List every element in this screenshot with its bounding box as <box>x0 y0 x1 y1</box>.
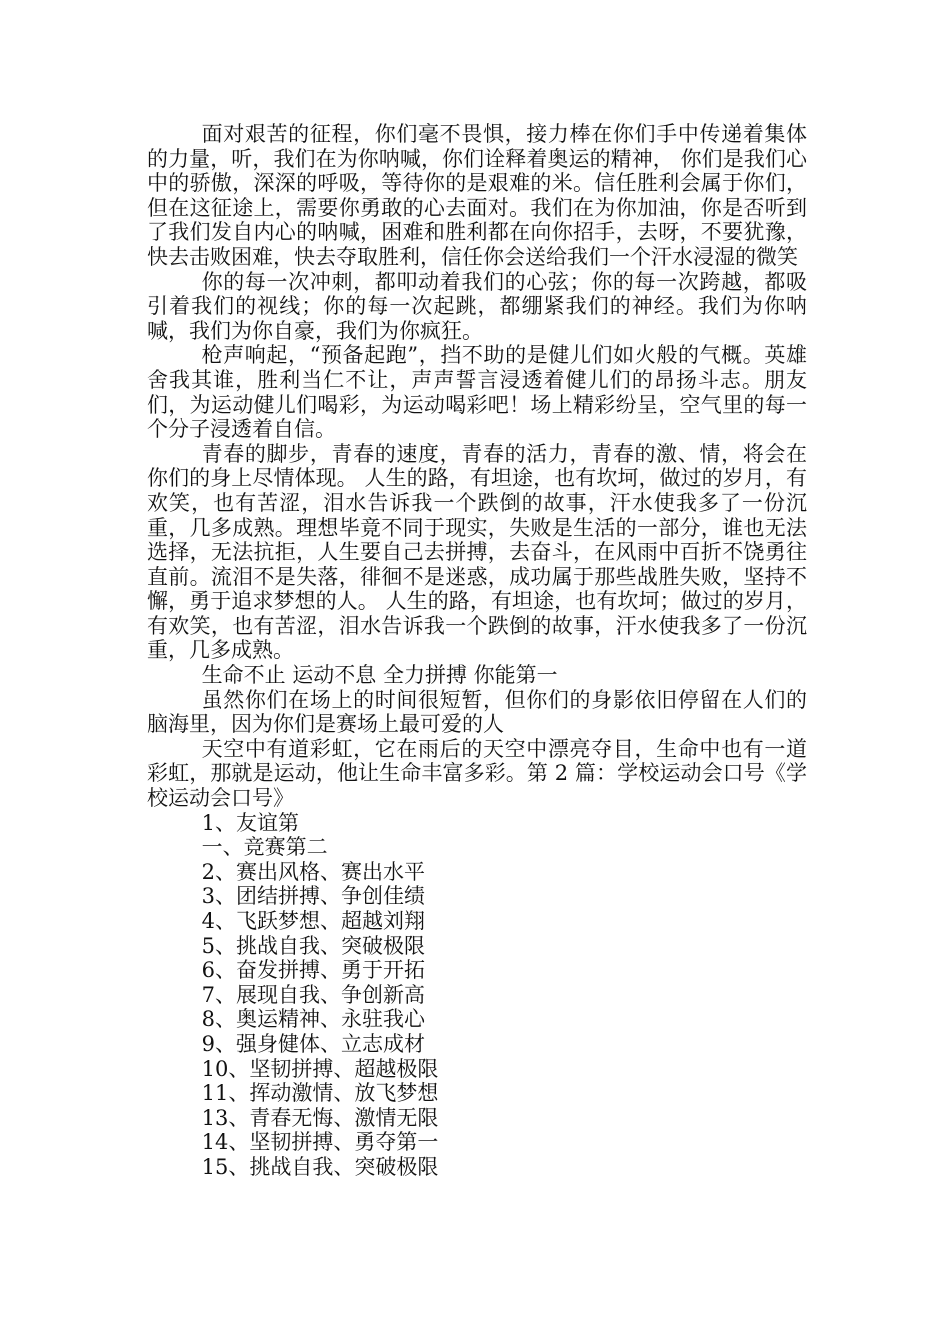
list-item: 7、展现自我、争创新高 <box>201 982 425 1007</box>
list-item: 15、挑战自我、突破极限 <box>201 1154 439 1179</box>
list-item: 13、青春无悔、激情无限 <box>201 1105 439 1130</box>
paragraph-3: 枪声响起，“预备起跑”，挡不助的是健儿们如火般的气概。英雄舍我其谁，胜利当仁不让，声声誓言浸透着健儿们的昂扬斗志。朋友们，为运动健儿们喝彩，为运动喝彩吧！场上精彩纷呈，空气里的每一个分子浸透着自信。 <box>147 343 807 442</box>
list-item: 11、挥动激情、放飞梦想 <box>201 1081 439 1106</box>
list-item: 4、飞跃梦想、超越刘翔 <box>201 909 425 933</box>
paragraph-4: 青春的脚步，青春的速度，青春的活力，青春的激、情，将会在你们的身上尽情体现。 人生的路，有坦途，也有坎坷，做过的岁月，有欢笑，也有苦涩，泪水告诉我一个跌倒的故事，汗水使我多了一份沉重，几多成熟。理想毕竟不同于现实，失败是生活的一部分，谁也无法选择，无法抗拒，人生要自己去拼搏，去奋斗，在风雨中百折不饶勇往直前。流泪不是失落，徘徊不是迷惑，成功属于那些战胜失败，坚持不懈，勇于追求梦想的人。 人生的路，有坦途，也有坎坷；做过的岁月，有欢笑，也有苦涩，泪水告诉我一个跌倒的故事，汗水使我多了一份沉重，几多成熟。 <box>147 441 807 663</box>
list-item: 5、挑战自我、突破极限 <box>201 933 425 958</box>
paragraph-6: 虽然你们在场上的时间很短暂，但你们的身影依旧停留在人们的脑海里，因为你们是赛场上最可爱的人 <box>147 687 807 737</box>
paragraph-5: 生命不止 运动不息 全力拼搏 你能第一 <box>201 663 558 688</box>
paragraph-2: 你的每一次冲刺，都叩动着我们的心弦；你的每一次跨越，都吸引着我们的视线；你的每一次起跳，都绷紧我们的神经。我们为你呐喊，我们为你自豪，我们为你疯狂。 <box>147 269 807 343</box>
list-item: 14、坚韧拼搏、勇夺第一 <box>201 1130 439 1155</box>
list-item: 8、奥运精神、永驻我心 <box>201 1007 425 1032</box>
list-item: 10、坚韧拼搏、超越极限 <box>201 1056 439 1081</box>
list-item: 3、团结拼搏、争创佳绩 <box>201 884 425 909</box>
list-item: 6、奋发拼搏、勇于开拓 <box>201 958 425 983</box>
list-item: 1、友谊第 <box>201 810 299 835</box>
paragraph-1: 面对艰苦的征程，你们毫不畏惧，接力棒在你们手中传递着集体的力量，听，我们在为你呐喊，你们诠释着奥运的精神， 你们是我们心中的骄傲，深深的呼吸，等待你的是艰难的米。信任胜利会属于你们，但在这征途上，需要你勇敢的心去面对。我们在为你加油，你是否听到了我们发自内心的呐喊，困难和胜利都在向你招手，去呀，不要犹豫，快去击败困难，快去夺取胜利，信任你会送给我们一个汗水浸湿的微笑 <box>147 122 807 269</box>
document-page <box>147 122 807 1180</box>
list-item: 9、强身健体、立志成材 <box>201 1031 425 1056</box>
list-item: 2、赛出风格、赛出水平 <box>201 859 425 884</box>
slogan-list <box>147 811 807 1180</box>
list-item: 一、竞赛第二 <box>201 835 328 860</box>
paragraph-7: 天空中有道彩虹，它在雨后的天空中漂亮夺目，生命中也有一道彩虹，那就是运动，他让生命丰富多彩。第 2 篇：学校运动会口号《学校运动会口号》 <box>147 736 807 811</box>
